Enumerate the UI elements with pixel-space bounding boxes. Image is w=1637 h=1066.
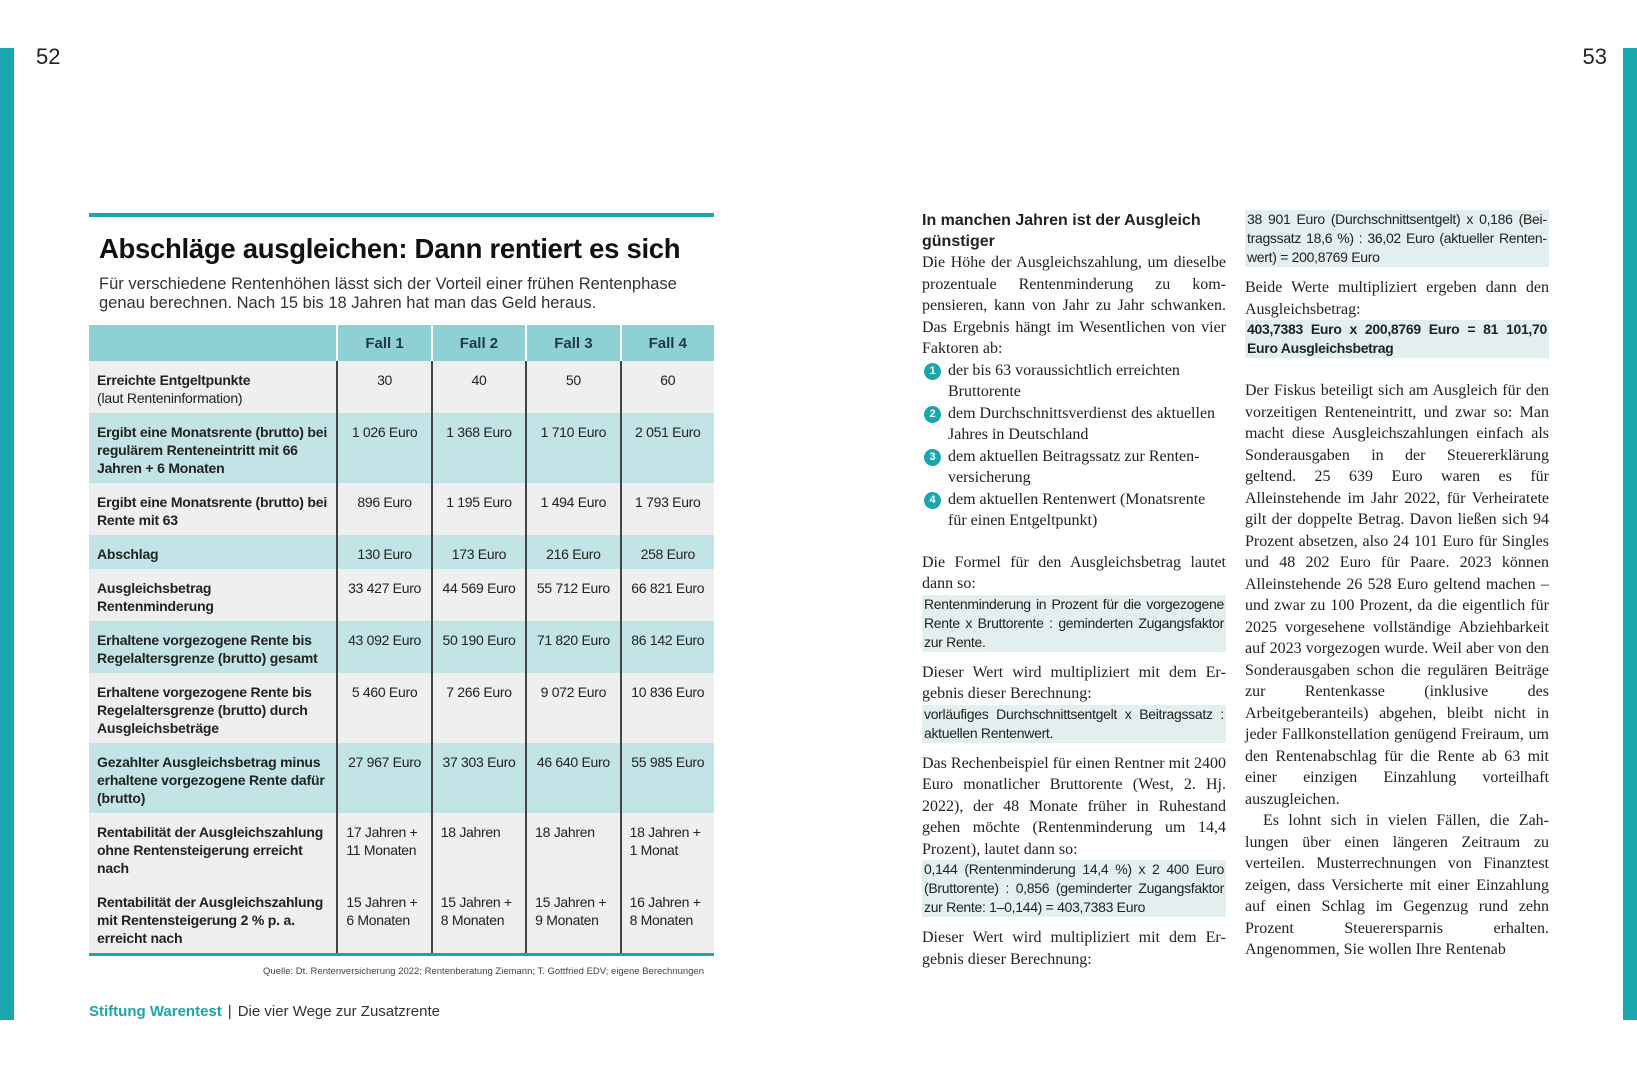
paragraph: Die Formel für den Ausgleichsbetrag lautet dann so:	[922, 553, 1226, 592]
cell-value: 258 Euro	[621, 535, 714, 569]
paragraph: Die Höhe der Ausgleichszahlung, um dieselbe prozentuale Rentenminderung zu kompensieren, kann von Jahr zu Jahr schwanken. Das Ergebnis hängt im Wesentlichen von vier Faktoren ab:	[922, 254, 1226, 357]
cell-value: 33 427 Euro	[337, 569, 431, 621]
cell-value: 55 985 Euro	[621, 743, 714, 813]
cell-value: 66 821 Euro	[621, 569, 714, 621]
left-margin-bar	[0, 48, 14, 1020]
cell-value: 1 195 Euro	[432, 483, 526, 535]
cell-value: 17 Jahren + 11 Monaten	[337, 813, 431, 883]
cell-value: 1 793 Euro	[621, 483, 714, 535]
footer-separator: |	[227, 1003, 232, 1020]
page-footer	[89, 1003, 440, 1020]
cell-value: 27 967 Euro	[337, 743, 431, 813]
footer-brand: Stiftung Warentest	[89, 1003, 222, 1020]
cell-value: 5 460 Euro	[337, 673, 431, 743]
table-row	[89, 483, 714, 535]
row-label-sub: (laut Renteninformation)	[97, 390, 243, 406]
cell-value: 18 Jahren + 1 Monat	[621, 813, 714, 883]
cell-value: 46 640 Euro	[526, 743, 620, 813]
cell-value: 1 494 Euro	[526, 483, 620, 535]
cell-value: 50 190 Euro	[432, 621, 526, 673]
cell-value: 1 368 Euro	[432, 413, 526, 483]
header-fall-2: Fall 2	[432, 325, 526, 361]
header-fall-1: Fall 1	[337, 325, 431, 361]
row-label	[89, 361, 337, 413]
table-row	[89, 569, 714, 621]
header-blank	[89, 325, 337, 361]
header-fall-3: Fall 3	[526, 325, 620, 361]
table-source: Quelle: Dt. Rentenversicherung 2022; Rentenberatung Ziemann; T. Gottfried EDV; eigene Berechnungen	[263, 966, 704, 977]
formula-result-highlight: 403,7383 Euro x 200,8769 Euro = 81 101,70 Euro Ausgleichsbetrag	[1247, 321, 1547, 356]
box-intro: Für verschiedene Rentenhöhen lässt sich der Vorteil einer frühen Rentenphase genau berechnen. Nach 15 bis 18 Jahren hat man das Geld heraus.	[99, 275, 677, 312]
comparison-table	[89, 325, 714, 956]
list-item-text: dem aktuellen Rentenwert (Monatsrente für einen Entgeltpunkt)	[948, 490, 1206, 529]
table-row	[89, 535, 714, 569]
list-item	[922, 489, 1226, 532]
right-margin-bar	[1623, 48, 1637, 1020]
paragraph: Es lohnt sich in vielen Fällen, die Zahlungen über einen längeren Zeitraum zu verteilen. Musterrechnungen von Finanztest zeigen, dass Versicherte mit einer Einzahlung auf einen Schlag im Gegenzug rund zehn Prozent Steuerersparnis erhalten. Angenommen, Sie wollen Ihre Rentenab	[1245, 812, 1549, 958]
cell-value: 55 712 Euro	[526, 569, 620, 621]
cell-value: 43 092 Euro	[337, 621, 431, 673]
cell-value: 86 142 Euro	[621, 621, 714, 673]
cell-value: 216 Euro	[526, 535, 620, 569]
cell-value: 173 Euro	[432, 535, 526, 569]
page-number-left: 52	[36, 44, 61, 69]
table-row	[89, 361, 714, 413]
table-header-row	[89, 325, 714, 361]
cell-value: 9 072 Euro	[526, 673, 620, 743]
row-label-text: Erreichte Entgeltpunkte	[97, 372, 251, 388]
formula-highlight: vorläufiges Durchschnittsentgelt x Beitragssatz : aktuellen Rentenwert.	[924, 705, 1224, 741]
list-item-text: der bis 63 voraussichtlich erreichten Bruttorente	[948, 361, 1180, 400]
cell-value: 130 Euro	[337, 535, 431, 569]
cell-value: 2 051 Euro	[621, 413, 714, 483]
number-badge: 4	[924, 492, 941, 509]
paragraph: Dieser Wert wird multipliziert mit dem Ergebnis dieser Berechnung:	[922, 663, 1226, 702]
cell-value: 71 820 Euro	[526, 621, 620, 673]
paragraph: Dieser Wert wird multipliziert mit dem Ergebnis dieser Berechnung:	[922, 929, 1226, 968]
cell-value: 37 303 Euro	[432, 743, 526, 813]
formula-highlight: 38 901 Euro (Durchschnittsentgelt) x 0,186 (Beitragssatz 18,6 %) : 36,02 Euro (aktueller Rentenwert) = 200,8769 Euro	[1247, 211, 1547, 265]
row-label: Ausgleichsbetrag Rentenminderung	[89, 569, 337, 621]
cell-value: 15 Jahren + 8 Monaten	[432, 883, 526, 955]
cell-value: 1 710 Euro	[526, 413, 620, 483]
list-item	[922, 360, 1226, 403]
table-row	[89, 673, 714, 743]
row-label: Gezahlter Ausgleichsbetrag minus erhaltene vorgezogene Rente dafür (brutto)	[89, 743, 337, 813]
row-label: Erhaltene vorgezogene Rente bis Regelaltersgrenze (brutto) durch Ausgleichsbeträge	[89, 673, 337, 743]
cell-value: 15 Jahren + 6 Monaten	[337, 883, 431, 955]
number-badge: 3	[924, 449, 941, 466]
number-badge: 2	[924, 406, 941, 423]
factor-list	[922, 360, 1226, 532]
list-item	[922, 446, 1226, 489]
formula-highlight: Rentenminderung in Prozent für die vorgezogene Rente x Bruttorente : geminderten Zugangsfaktor zur Rente.	[924, 595, 1224, 650]
text-column-right	[1245, 210, 1549, 961]
text-column-left	[922, 210, 1226, 970]
row-label: Abschlag	[89, 535, 337, 569]
cell-value: 7 266 Euro	[432, 673, 526, 743]
row-label: Ergibt eine Monatsrente (brutto) bei Rente mit 63	[89, 483, 337, 535]
table-row	[89, 413, 714, 483]
row-label: Ergibt eine Monatsrente (brutto) bei regulärem Renteneintritt mit 66 Jahren + 6 Monaten	[89, 413, 337, 483]
row-label: Erhaltene vorgezogene Rente bis Regelaltersgrenze (brutto) gesamt	[89, 621, 337, 673]
row-label: Rentabilität der Ausgleichszahlung mit Rentensteigerung 2 % p. a. erreicht nach	[89, 883, 337, 955]
cell-value: 18 Jahren	[432, 813, 526, 883]
number-badge: 1	[924, 363, 941, 380]
info-box	[89, 213, 714, 977]
table-row	[89, 743, 714, 813]
table-row	[89, 813, 714, 883]
cell-value: 10 836 Euro	[621, 673, 714, 743]
paragraph: Das Rechenbeispiel für einen Rentner mit 2400 Euro monatlicher Bruttorente (West, 2. Hj. 2022), der 48 Monate früher in Ruhestand gehen möchte (Rentenminderung um 14,4 Prozent), lautet dann so:	[922, 754, 1226, 858]
list-item	[922, 403, 1226, 446]
section-heading: In manchen Jahren ist der Ausgleich günstiger	[922, 212, 1201, 250]
cell-value: 50	[526, 361, 620, 413]
cell-value: 40	[432, 361, 526, 413]
footer-title: Die vier Wege zur Zusatzrente	[237, 1003, 440, 1020]
list-item-text: dem aktuellen Beitragssatz zur Rentenversicherung	[948, 447, 1200, 486]
paragraph: Beide Werte multipliziert ergeben dann den Ausgleichsbetrag:	[1245, 279, 1549, 318]
paragraph: Der Fiskus beteiligt sich am Ausgleich für den vorzeitigen Renteneintritt, und zwar so: Man macht diese Ausgleichszahlungen einfach als Sonderausgaben in der Steuererklärung geltend. 25 639 Euro waren es für Alleinstehende im Jahr 2022, für Verheiratete gilt der doppelte Betrag. Davon ließen sich 94 Prozent absetzen, also 24 101 Euro für Singles und 48 202 Euro für Paare. 2023 können Alleinstehende 26 528 Euro geltend machen – und zwar zu 100 Prozent, da die eigentlich für 2025 vorgesehene vollständige Abziehbarkeit auf 2023 vorgezogen wurde. Weil aber von den Sonderausgaben schon die regulären Beiträge zur Rentenkasse (inklusive des Arbeitgeberanteils) abgehen, bleibt nicht in jeder Fallkonstellation genügend Freiraum, um den Rentenabschlag für die Rente ab 63 mit einer einzigen Einzahlung vorteilhaft auszugleichen.	[1245, 382, 1549, 808]
cell-value: 60	[621, 361, 714, 413]
cell-value: 30	[337, 361, 431, 413]
formula-highlight: 0,144 (Rentenminderung 14,4 %) x 2 400 Euro (Bruttorente) : 0,856 (geminderter Zugangsfaktor zur Rente: 1–0,144) = 403,7383 Euro	[924, 861, 1224, 915]
box-top-rule	[89, 213, 714, 217]
cell-value: 44 569 Euro	[432, 569, 526, 621]
row-label: Rentabilität der Ausgleichszahlung ohne Rentensteigerung erreicht nach	[89, 813, 337, 883]
list-item-text: dem Durchschnittsverdienst des aktuellen Jahres in Deutschland	[948, 404, 1216, 443]
cell-value: 896 Euro	[337, 483, 431, 535]
cell-value: 15 Jahren + 9 Monaten	[526, 883, 620, 955]
table-row	[89, 621, 714, 673]
header-fall-4: Fall 4	[621, 325, 714, 361]
page-number-right: 53	[1582, 44, 1607, 69]
box-title: Abschläge ausgleichen: Dann rentiert es sich	[99, 233, 681, 264]
cell-value: 16 Jahren + 8 Monaten	[621, 883, 714, 955]
cell-value: 1 026 Euro	[337, 413, 431, 483]
table-row	[89, 883, 714, 955]
cell-value: 18 Jahren	[526, 813, 620, 883]
